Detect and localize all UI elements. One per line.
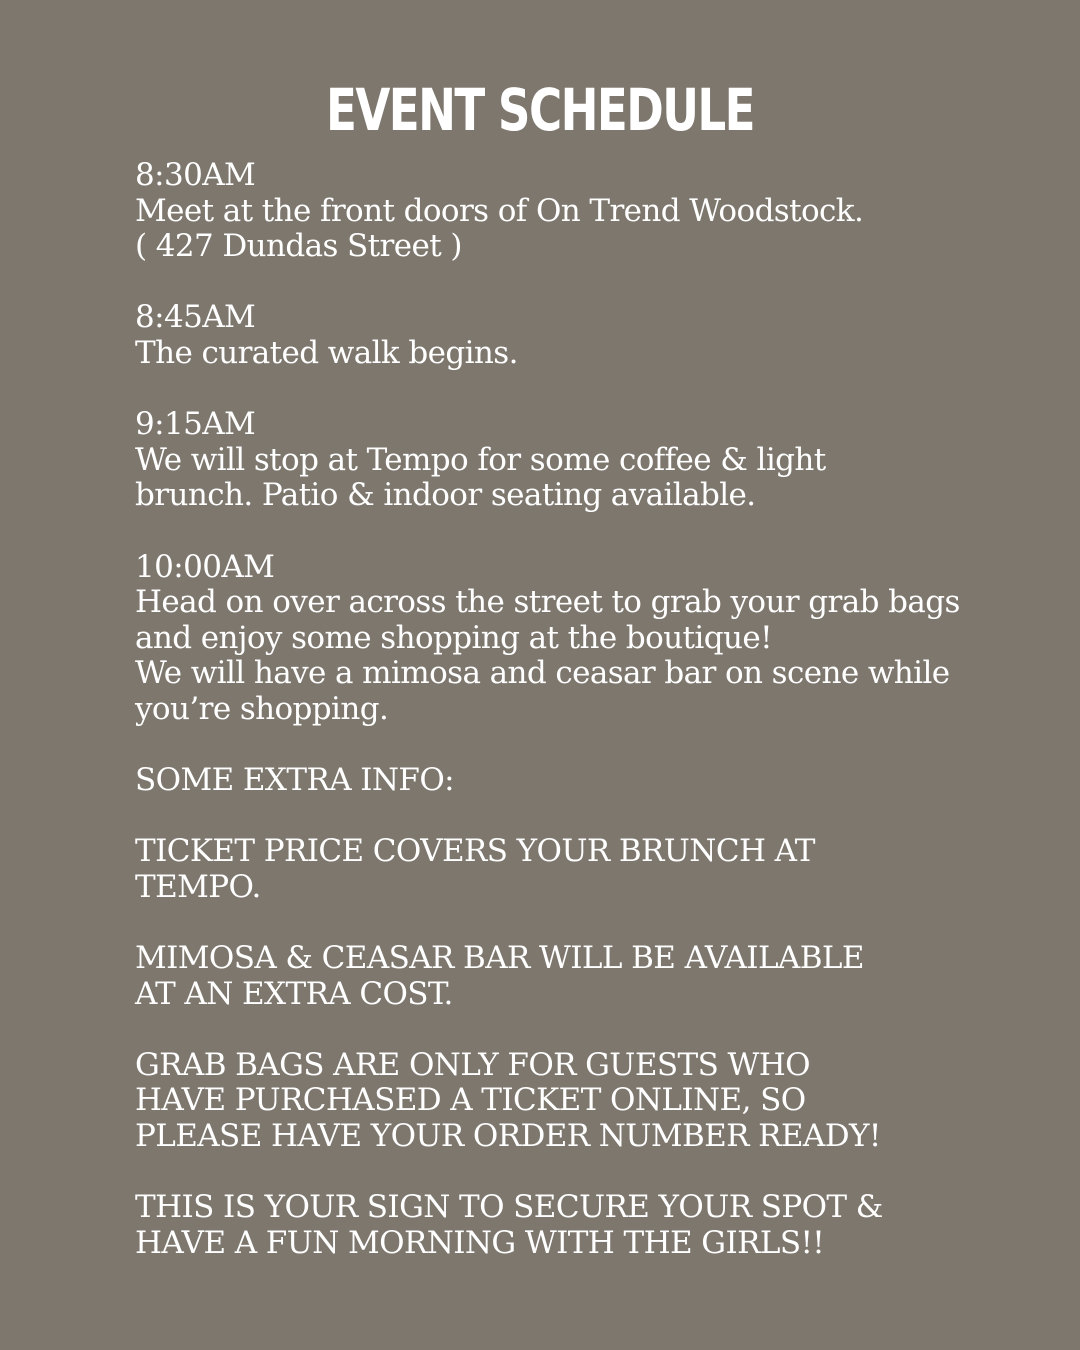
schedule-item bbox=[135, 158, 965, 265]
page-title: EVENT SCHEDULE bbox=[325, 76, 755, 144]
extra-info-line: MIMOSA & CEASAR BAR WILL BE AVAILABLE bbox=[135, 940, 864, 977]
extra-info-line: HAVE A FUN MORNING WITH THE GIRLS!! bbox=[135, 1224, 825, 1261]
extra-info-note bbox=[135, 1190, 965, 1261]
extra-info-line: TEMPO. bbox=[135, 868, 261, 905]
schedule-text-line: The curated walk begins. bbox=[135, 334, 518, 371]
extra-info-line: HAVE PURCHASED A TICKET ONLINE, SO bbox=[135, 1082, 806, 1119]
extra-info-line: GRAB BAGS ARE ONLY FOR GUESTS WHO bbox=[135, 1046, 810, 1083]
extra-info-line: TICKET PRICE COVERS YOUR BRUNCH AT bbox=[135, 833, 815, 870]
schedule-item bbox=[135, 300, 965, 371]
schedule-text-line: you’re shopping. bbox=[135, 690, 389, 727]
extra-info-note bbox=[135, 1048, 965, 1155]
schedule-text-line: ( 427 Dundas Street ) bbox=[135, 228, 462, 265]
schedule-text-line: We will stop at Tempo for some coffee & light bbox=[135, 441, 826, 478]
extra-info-line: AT AN EXTRA COST. bbox=[135, 975, 453, 1012]
schedule-item bbox=[135, 407, 965, 514]
extra-info-heading-block bbox=[135, 763, 965, 799]
extra-info-note bbox=[135, 834, 965, 905]
extra-info-line: THIS IS YOUR SIGN TO SECURE YOUR SPOT & bbox=[135, 1189, 883, 1226]
schedule-text-line: Meet at the front doors of On Trend Woodstock. bbox=[135, 192, 864, 229]
schedule-content bbox=[135, 158, 965, 1297]
schedule-text-line: Head on over across the street to grab your grab bags bbox=[135, 584, 960, 621]
extra-info-line: PLEASE HAVE YOUR ORDER NUMBER READY! bbox=[135, 1118, 881, 1155]
schedule-text-line: We will have a mimosa and ceasar bar on scene while bbox=[135, 655, 950, 692]
extra-info-heading: SOME EXTRA INFO: bbox=[135, 762, 454, 799]
schedule-text-line: brunch. Patio & indoor seating available. bbox=[135, 477, 756, 514]
schedule-time: 8:45AM bbox=[135, 299, 256, 336]
schedule-time: 9:15AM bbox=[135, 406, 256, 443]
schedule-text-line: and enjoy some shopping at the boutique! bbox=[135, 619, 772, 656]
schedule-time: 8:30AM bbox=[135, 157, 256, 193]
schedule-item bbox=[135, 550, 965, 728]
extra-info-note bbox=[135, 941, 965, 1012]
schedule-time: 10:00AM bbox=[135, 548, 275, 585]
